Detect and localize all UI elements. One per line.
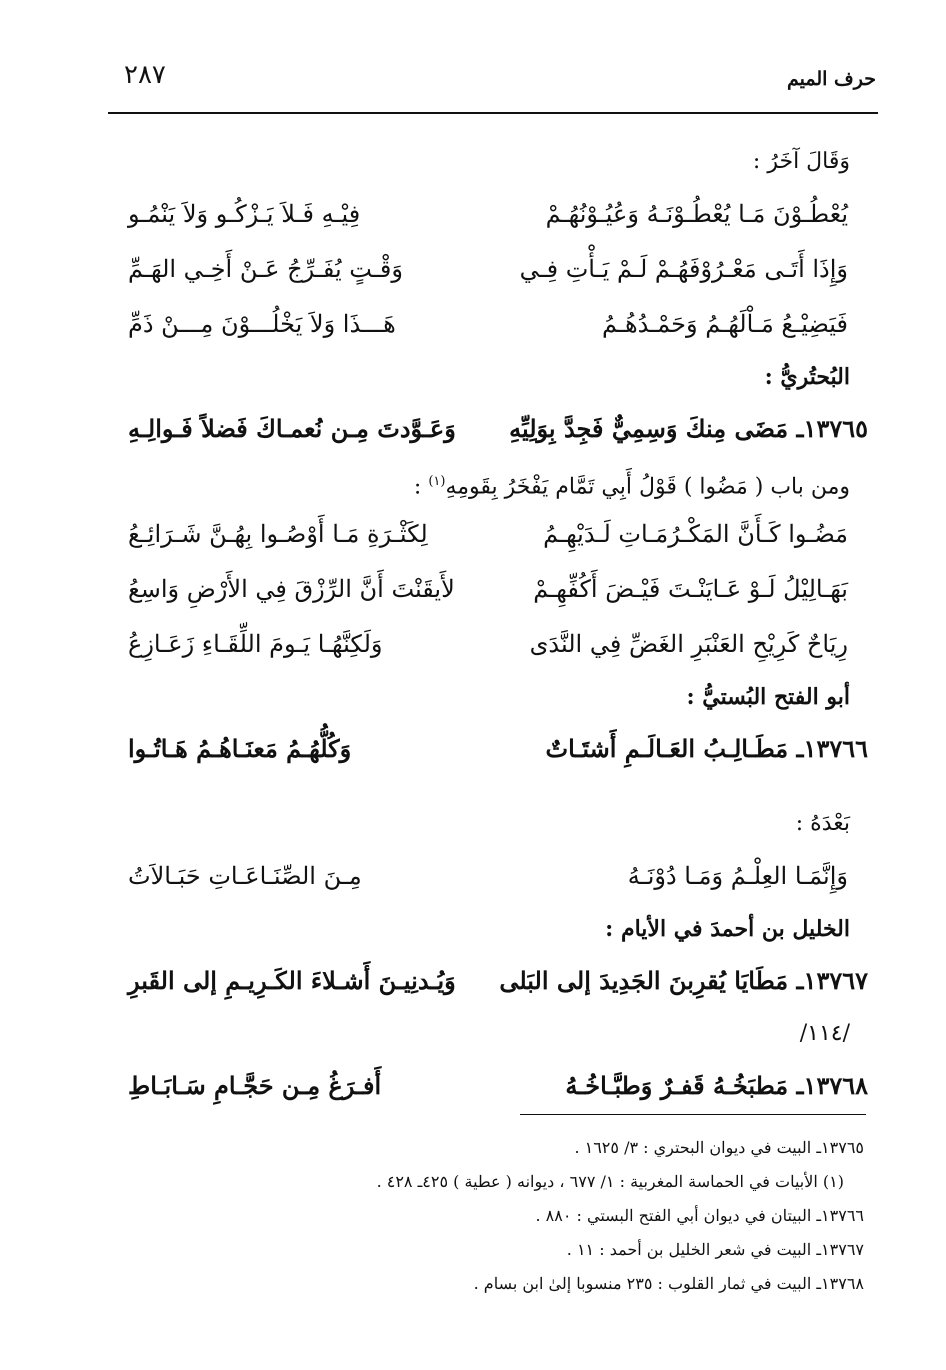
first-hemistich: وَإِنَّمَـا العِلْـمُ وَمَـا دُوْنَـهُ [627,862,848,890]
numbered-verse [128,725,868,780]
intro-line: بَعْدَهُ : [795,811,850,836]
verse-number: ١٣٧٦٦ـ [796,734,868,763]
intro-tail: : [413,474,429,500]
second-hemistich: هَـــذَا وَلاَ يَخْلُـــوْنَ مِـــنْ ذَمِّ [128,310,396,338]
verse-line [128,245,864,300]
numbered-verse [128,957,868,1012]
verse-line [128,190,864,245]
second-hemistich: وَلَكِنَّهُـا يَـومَ اللِّقَـاءِ زَعَـازِعُ [128,630,383,658]
first-hemistich: يُعْطُـوْنَ مَـا يُعْطُـوْنَـهُ وَعُيُـوْنُهُـمْ [545,200,848,228]
second-hemistich: مِـنَ الصِّنَـاعَـاتِ حَبَـالاَتُ [128,862,362,890]
footnote: ١٣٧٦٦ـ البيتان في ديوان أبي الفتح البستي : ٨٨٠ . [535,1206,864,1225]
verse-line [128,510,864,565]
page-body [128,140,868,1117]
first-hemistich: مَضُـوا كَـأَنَّ المَكْـرُمَـاتِ لَـدَيْهِـمُ [543,520,848,548]
intro-line [128,460,864,510]
first-hemistich [565,1062,868,1110]
second-hemistich: لِكَثْـرَةِ مَـا أَوْصُـوا بِهُـنَّ شَـرَائِـعُ [128,520,428,548]
verse-number: ١٣٧٦٧ـ [796,966,868,995]
first-hemistich-text: مَضَى مِنكَ وَسِمِيٌّ فَجِدَّ بِوَلِيِّهِ [509,414,789,443]
first-hemistich [509,405,868,453]
chapter-title: حرف الميم [787,68,876,90]
second-hemistich: لأَيقَنْتَ أَنَّ الرِّزْقَ فِي الأَرْضِ وَاسِعُ [128,575,455,603]
footnotes [120,1132,864,1302]
second-hemistich: أَفـرَغُ مِـن حَجَّـامِ سَـابَـاطِ [128,1071,382,1100]
footnote-rule [520,1114,866,1115]
poet-heading: الخليل بن أحمدَ في الأيام : [605,916,850,942]
numbered-verse [128,1062,868,1117]
second-hemistich: وَكُلُّهُـمُ مَعنَـاهُـمُ هَـاتُـوا [128,734,352,763]
first-hemistich-text: مَطَـالِـبُ العَـالَـمِ أَشتَـاتٌ [545,734,789,763]
first-hemistich: بَهَـالِيْلُ لَـوْ عَـايَنْـتَ فَيْـضَ أَكُفِّهِـمْ [533,575,848,603]
second-hemistich: وَقْـتٍ يُفَـرِّجُ عَـنْ أَخِـي الهَـمِّ [128,255,403,283]
verse-line [128,852,864,907]
second-hemistich: وَيُـدنِيـنَ أَشـلاءَ الكَـرِيـمِ إلى القَبرِ [128,966,456,995]
verse-line [128,565,864,620]
folio-mark: /١١٤/ [799,1021,850,1046]
poet-heading: أبو الفتح البُستيُّ : [686,684,850,710]
first-hemistich: رِيَاحٌ كَرِيْحِ العَنْبَرِ الغَضِّ فِي النَّدَى [529,630,848,658]
second-hemistich: وَعَـوَّدتَ مِـن نُعمـاكَ فَضلاً فَـوالِـهِ [128,414,456,443]
header-rule [108,112,878,114]
intro-line: وَقَالَ آخَرُ : [752,149,850,174]
verse-number: ١٣٧٦٨ـ [796,1071,868,1100]
first-hemistich [499,957,868,1005]
footnote: ١٣٧٦٧ـ البيت في شعر الخليل بن أحمد : ١١ . [566,1240,864,1259]
intro-text: ومن باب ( مَضُوا ) قَوْلُ أَبِي تَمَّام يَفْخَرُ بِقَومِهِ [445,474,850,500]
verse-line [128,300,864,355]
verse-number: ١٣٧٦٥ـ [796,414,868,443]
footnote: ١٣٧٦٨ـ البيت في ثمار القلوب : ٢٣٥ منسوبا إلىٰ ابن بسام . [473,1274,864,1293]
running-head [118,58,876,102]
footnote-reference: (١) [428,474,446,489]
first-hemistich [545,725,868,773]
first-hemistich-text: مَطَايَا يُقرِبنَ الجَدِيدَ إلى البَلى [499,966,789,995]
page-number: ٢٨٧ [124,60,166,90]
first-hemistich: فَيَضِيْـعُ مَـاْلَهُـمُ وَحَمْـدُهُـمُ [602,310,848,338]
first-hemistich-text: مَطبَخُـهُ قَفـرٌ وَطبَّـاخُـهُ [565,1071,789,1100]
spacer [128,780,864,802]
footnote: ١٣٧٦٥ـ البيت في ديوان البحتري : ٣/ ١٦٢٥ . [574,1138,864,1157]
poet-heading: البُحتُريُّ : [764,364,850,390]
verse-line [128,620,864,675]
numbered-verse [128,405,868,460]
second-hemistich: فِيْـهِ فَـلاَ يَـزْكُـو وَلاَ يَنْمُـو [128,200,361,228]
footnote: (١) الأبيات في الحماسة المغربية : ١/ ٦٧٧ ، ديوانه ( عطية ) ٤٢٥ـ ٤٢٨ . [376,1172,844,1191]
first-hemistich: وَإِذَا أَتَـى مَعْـرُوْفَهُـمْ لَـمْ يَـأْتِ فِـي [519,255,848,283]
